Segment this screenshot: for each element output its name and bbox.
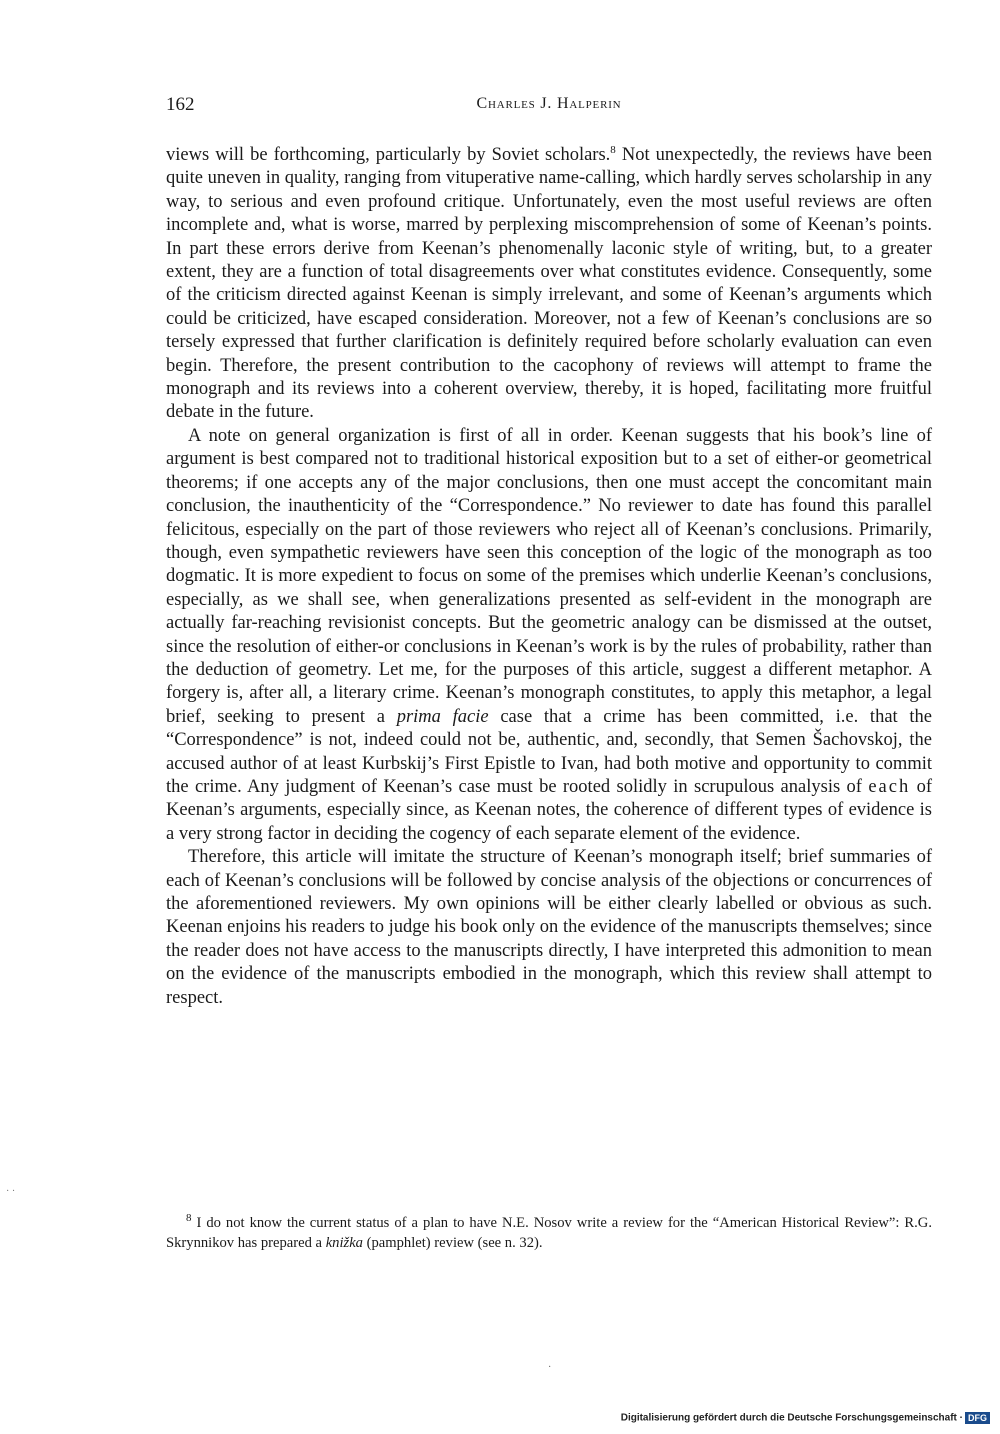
margin-mark: · · xyxy=(6,1186,16,1197)
footnote-text-a: I do not know the current status of a plan to have N.E. Nosov write a review for the “American Historical Review”: R.G. Skrynnikov has prepared a xyxy=(166,1215,932,1251)
paragraph-1-text-b: Not unexpectedly, the reviews have been quite uneven in quality, ranging from vituperative name-calling, which hardly serves scholarship in any way, to serious and even profound critique. Unfortunately, even the most useful reviews are often incomplete and, what is worse, marred by perplexing miscomprehension of some of Keenan’s points. In part these errors derive from Keenan’s phenomenally laconic style of writing, but, to a greater extent, they are a function of total disagreements over what constitutes evidence. Consequently, some of the criticism directed against Keenan is simply irrelevant, and some of Keenan’s arguments which could be criticized, have escaped consideration. Moreover, not a few of Keenan’s conclusions are so tersely expressed that further clarification is definitely required before scholarly evaluation can even begin. Therefore, the present contribution to the cacophony of reviews will attempt to frame the monograph and its reviews into a coherent overview, thereby, it is hoped, facilitating more fruitful debate in the future. xyxy=(166,145,932,423)
running-head: Charles J. Halperin xyxy=(476,95,622,112)
footnote-marker: 8 xyxy=(186,1212,192,1225)
body-text xyxy=(166,144,932,1010)
page-number: 162 xyxy=(166,94,195,115)
footnote-ref-8: 8 xyxy=(610,143,616,156)
center-dot: · xyxy=(548,1362,552,1373)
paragraph-1-text-a: views will be forthcoming, particularly by Soviet scholars. xyxy=(166,145,611,165)
each-spaced: each xyxy=(868,776,911,797)
paragraph-2-text-c: of Keenan’s arguments, especially since, as Keenan notes, the coherence of different types of evidence is a very strong factor in deciding the cogency of each separate element of the evidence. xyxy=(166,776,932,844)
prima-facie-italic: prima facie xyxy=(396,706,489,727)
footnote-8 xyxy=(166,1213,932,1253)
paragraph-2 xyxy=(166,425,932,846)
paragraph-1 xyxy=(166,144,932,425)
dfg-logo: DFG xyxy=(965,1412,990,1424)
footer-credit xyxy=(621,1412,990,1426)
page-header xyxy=(166,94,932,118)
paragraph-2-text-b: case that a crime has been committed, i.e. that the “Correspondence” is not, indeed could not be, authentic, and, secondly, that Semen Šachovskoj, the accused author of at least Kurbskij’s First Epistle to Ivan, had both motive and opportunity to commit the crime. Any judgment of Keenan’s case must be rooted solidly in scrupulous analysis of xyxy=(166,706,933,797)
footer-credit-text: Digitalisierung gefördert durch die Deutsche Forschungsgemeinschaft · xyxy=(620,1412,963,1424)
paragraph-3: Therefore, this article will imitate the structure of Keenan’s monograph itself; brief summaries of each of Keenan’s conclusions will be followed by concise analysis of the objections or concurrences of the aforementioned reviewers. My own opinions will be either clearly labelled or obvious as such. Keenan enjoins his readers to judge his book only on the evidence of the manuscripts themselves; since the reader does not have access to the manuscripts directly, I have interpreted this admonition to mean on the evidence of the manuscripts embodied in the monograph, which this review shall attempt to respect. xyxy=(166,847,932,1008)
footnote-italic: knižka xyxy=(325,1235,363,1251)
footnote-text-b: (pamphlet) review (see n. 32). xyxy=(362,1235,543,1251)
paragraph-2-text-a: A note on general organization is first of all in order. Keenan suggests that his book’s line of argument is best compared not to traditional historical exposition but to a set of either-or geometrical theorems; if one accepts any of the major conclusions, then one must accept the concomitant main conclusion, the inauthenticity of the “Correspondence.” No reviewer to date has found this parallel felicitous, especially on the part of those reviewers who reject all of Keenan’s conclusions. Primarily, though, even sympathetic reviewers have seen this conception of the logic of the monograph as too dogmatic. It is more expedient to focus on some of the premises which underlie Keenan’s conclusions, especially, as we shall see, when generalizations presented as self-evident in the monograph are actually far-reaching revisionist concepts. But the geometric analogy can be dismissed at the outset, since the resolution of either-or conclusions in Keenan’s work is by the rules of probability, rather than the deduction of geometry. Let me, for the purposes of this article, suggest a different metaphor. A forgery is, after all, a literary crime. Keenan’s monograph constitutes, to apply this metaphor, a legal brief, seeking to present a xyxy=(166,425,932,727)
